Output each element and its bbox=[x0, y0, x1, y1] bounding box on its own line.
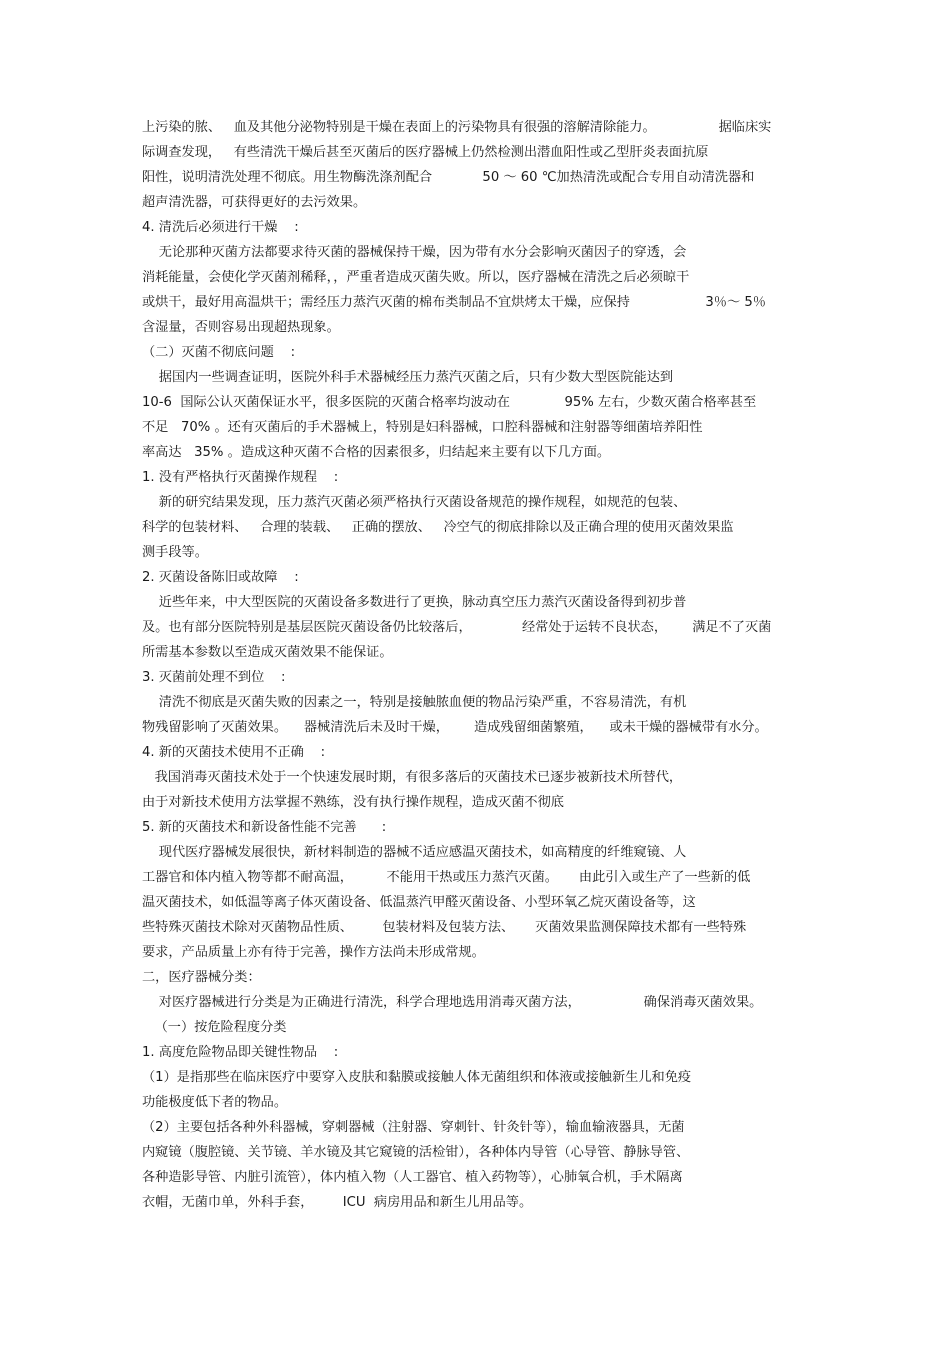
text-line: 阳性，说明清洗处理不彻底。用生物酶洗涤剂配合 50 ～ 60 ℃加热清洗或配合专用自动清洗器和 bbox=[142, 170, 755, 185]
section-heading: 4. 新的灭菌技术使用不正确 : bbox=[142, 745, 326, 760]
text-line: （1）是指那些在临床医疗中要穿入皮肤和黏膜或接触人体无菌组织和体液或接触新生儿和免疫 bbox=[142, 1070, 692, 1085]
text-line: 内窥镜（腹腔镜、关节镜、羊水镜及其它窥镜的活检钳），各种体内导管（心导管、静脉导管、 bbox=[142, 1145, 690, 1160]
text-line: 新的研究结果发现，压力蒸汽灭菌必须严格执行灭菌设备规范的操作规程，如规范的包装、 bbox=[142, 495, 687, 510]
text-line: 科学的包装材料、 合理的装载、 正确的摆放、 冷空气的彻底排除以及正确合理的使用灭菌效果监 bbox=[142, 520, 734, 535]
text-line: 或烘干，最好用高温烘干；需经压力蒸汽灭菌的棉布类制品不宜烘烤太干燥，应保持 3％～ 5％ bbox=[142, 295, 766, 310]
text-line: 超声清洗器，可获得更好的去污效果。 bbox=[142, 195, 367, 210]
section-heading: 1. 没有严格执行灭菌操作规程 : bbox=[142, 470, 339, 485]
text-line: 清洗不彻底是灭菌失败的因素之一，特别是接触脓血便的物品污染严重，不容易清洗，有机 bbox=[142, 695, 687, 710]
text-line: 由于对新技术使用方法掌握不熟练，没有执行操作规程，造成灭菌不彻底 bbox=[142, 795, 564, 810]
section-heading: 二，医疗器械分类： bbox=[142, 970, 261, 985]
text-line: 现代医疗器械发展很快，新材料制造的器械不适应感温灭菌技术，如高精度的纤维窥镜、人 bbox=[142, 845, 687, 860]
text-line: 不足 70% 。还有灭菌后的手术器械上，特别是妇科器械，口腔科器械和注射器等细菌培养阳性 bbox=[142, 420, 703, 435]
text-line: 消耗能量，会使化学灭菌剂稀释，，严重者造成灭菌失败。所以，医疗器械在清洗之后必须晾干 bbox=[142, 270, 690, 285]
text-line: 温灭菌技术，如低温等离子体灭菌设备、低温蒸汽甲醛灭菌设备、小型环氧乙烷灭菌设备等，这 bbox=[142, 895, 696, 910]
text-line: 无论那种灭菌方法都要求待灭菌的器械保持干燥，因为带有水分会影响灭菌因子的穿透，会 bbox=[142, 245, 687, 260]
text-line: 含湿量，否则容易出现超热现象。 bbox=[142, 320, 340, 335]
text-line: 际调查发现， 有些清洗干燥后甚至灭菌后的医疗器械上仍然检测出潜血阳性或乙型肝炎表面抗原 bbox=[142, 145, 709, 160]
section-heading: （二）灭菌不彻底问题 : bbox=[142, 345, 296, 360]
text-line: 率高达 35% 。造成这种灭菌不合格的因素很多，归结起来主要有以下几方面。 bbox=[142, 445, 611, 460]
section-heading: 1. 高度危险物品即关键性物品 : bbox=[142, 1045, 339, 1060]
text-line: 工器官和体内植入物等都不耐高温， 不能用干热或压力蒸汽灭菌。 由此引入或生产了一些新的低 bbox=[142, 870, 751, 885]
text-line: 物残留影响了灭菌效果。 器械清洗后未及时干燥， 造成残留细菌繁殖， 或未干燥的器械带有水分。 bbox=[142, 720, 768, 735]
text-line: 衣帽，无菌巾单，外科手套， ICU 病房用品和新生儿用品等。 bbox=[142, 1195, 533, 1210]
text-line: 近些年来，中大型医院的灭菌设备多数进行了更换，脉动真空压力蒸汽灭菌设备得到初步普 bbox=[142, 595, 687, 610]
text-line: 上污染的脓、 血及其他分泌物特别是干燥在表面上的污染物具有很强的溶解清除能力。 据临床实 bbox=[142, 120, 772, 135]
text-line: 功能极度低下者的物品。 bbox=[142, 1095, 288, 1110]
text-line: 所需基本参数以至造成灭菌效果不能保证。 bbox=[142, 645, 393, 660]
text-line: 些特殊灭菌技术除对灭菌物品性质、 包装材料及包装方法、 灭菌效果监测保障技术都有一些特殊 bbox=[142, 920, 747, 935]
text-line: 对医疗器械进行分类是为正确进行清洗，科学合理地选用消毒灭菌方法， 确保消毒灭菌效果。 bbox=[142, 995, 763, 1010]
text-line: （2）主要包括各种外科器械，穿刺器械（注射器、穿刺针、针灸针等），输血输液器具，无菌 bbox=[142, 1120, 685, 1135]
text-line: 各种造影导管、内脏引流管），体内植入物（人工器官、植入药物等），心肺氧合机，手术隔离 bbox=[142, 1170, 683, 1185]
section-heading: 2. 灭菌设备陈旧或故障 : bbox=[142, 570, 299, 585]
section-heading: 3. 灭菌前处理不到位 : bbox=[142, 670, 286, 685]
text-line: 及。也有部分医院特别是基层医院灭菌设备仍比较落后， 经常处于运转不良状态， 满足不了灭菌 bbox=[142, 620, 772, 635]
section-heading: 5. 新的灭菌技术和新设备性能不完善 : bbox=[142, 820, 387, 835]
text-line: 要求，产品质量上亦有待于完善，操作方法尚未形成常规。 bbox=[142, 945, 485, 960]
text-line: 我国消毒灭菌技术处于一个快速发展时期，有很多落后的灭菌技术已逐步被新技术所替代， bbox=[142, 770, 683, 785]
text-line: 测手段等。 bbox=[142, 545, 208, 560]
section-heading: （一）按危险程度分类 bbox=[142, 1020, 287, 1035]
text-line: 据国内一些调查证明，医院外科手术器械经压力蒸汽灭菌之后，只有少数大型医院能达到 bbox=[142, 370, 674, 385]
text-line: 10-6 国际公认灭菌保证水平，很多医院的灭菌合格率均波动在 95% 左右，少数灭菌合格率甚至 bbox=[142, 395, 757, 410]
section-heading: 4. 清洗后必须进行干燥 : bbox=[142, 220, 299, 235]
